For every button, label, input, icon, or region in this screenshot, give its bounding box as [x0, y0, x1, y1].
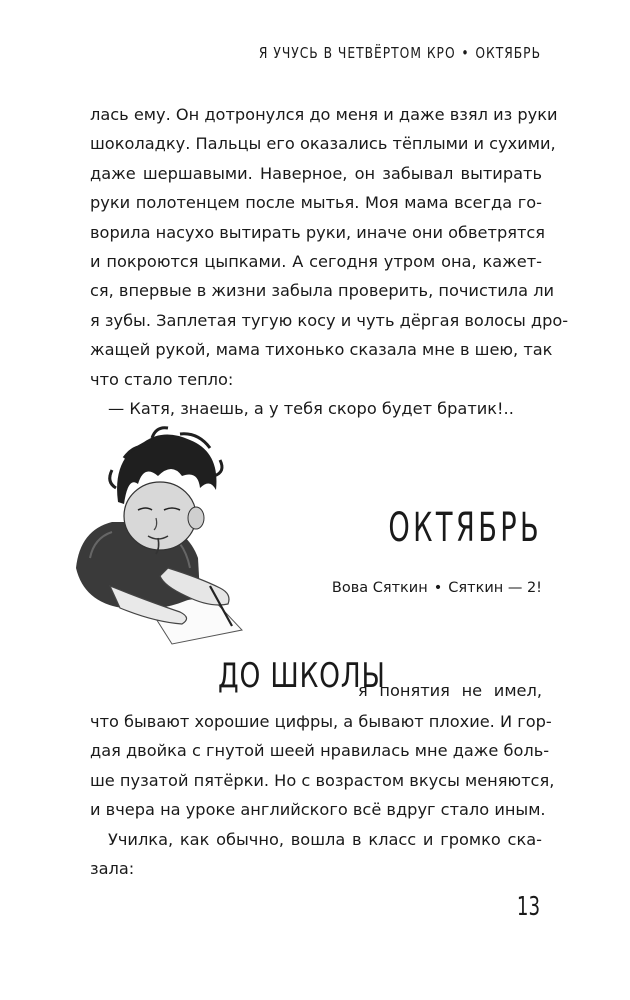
running-head-book: Я УЧУСЬ В ЧЕТВЁРТОМ КРО [258, 44, 456, 62]
page-number: 13 [516, 892, 540, 922]
running-head [259, 44, 541, 62]
text-line: дая двойка с гнутой шеей нравилась мне даже боль- [90, 741, 550, 761]
text-line: и вчера на уроке английского всё вдруг стало иным. [90, 800, 546, 820]
text-line: зала: [90, 859, 135, 879]
running-head-chapter: ОКТЯБРЬ [475, 44, 541, 62]
text-line: Училка, как обычно, вошла в класс и громко ска- [108, 829, 542, 849]
text-line: шоколадку. Пальцы его оказались тёплыми и сухими, [90, 134, 556, 154]
text-line: ворила насухо вытирать руки, иначе они обветрятся [90, 222, 546, 242]
text-line: что бывают хорошие цифры, а бывают плохие. И гор- [90, 712, 552, 731]
chapter-title: ОКТЯБРЬ [388, 505, 542, 551]
running-head-separator: • [461, 44, 470, 62]
paragraph-first-line [358, 676, 542, 705]
text-line: я понятия не имел, [358, 681, 542, 700]
boy-writing-illustration [60, 418, 270, 650]
chapter-author: Вова Сяткин [331, 580, 428, 596]
text-line: даже шершавыми. Наверное, он забывал вытирать [90, 163, 542, 183]
paragraph-continuation [90, 100, 569, 423]
chapter-subtitle [332, 580, 542, 596]
text-line: руки полотенцем после мытья. Моя мама всегда го- [90, 193, 542, 213]
paragraph-body [90, 707, 555, 883]
text-line: ся, впервые в жизни забыла проверить, почистила ли [90, 281, 555, 301]
text-line: что стало тепло: [90, 369, 234, 389]
chapter-subtitle-text: Сяткин — 2! [448, 580, 542, 596]
text-line: и покроются цыпками. А сегодня утром она, кажет- [90, 252, 542, 272]
dialogue-line: — Катя, знаешь, а у тебя скоро будет братик!.. [108, 399, 514, 419]
text-line: ше пузатой пятёрки. Но с возрастом вкусы меняются, [90, 770, 555, 790]
dropcap-heading: ДО ШКОЛЫ [218, 656, 386, 696]
text-line: жащей рукой, мама тихонько сказала мне в шею, так [90, 340, 553, 360]
chapter-separator: • [433, 580, 443, 596]
text-line: я зубы. Заплетая тугую косу и чуть дёргая волосы дро- [90, 310, 569, 330]
text-line: лась ему. Он дотронулся до меня и даже взял из руки [90, 105, 558, 124]
